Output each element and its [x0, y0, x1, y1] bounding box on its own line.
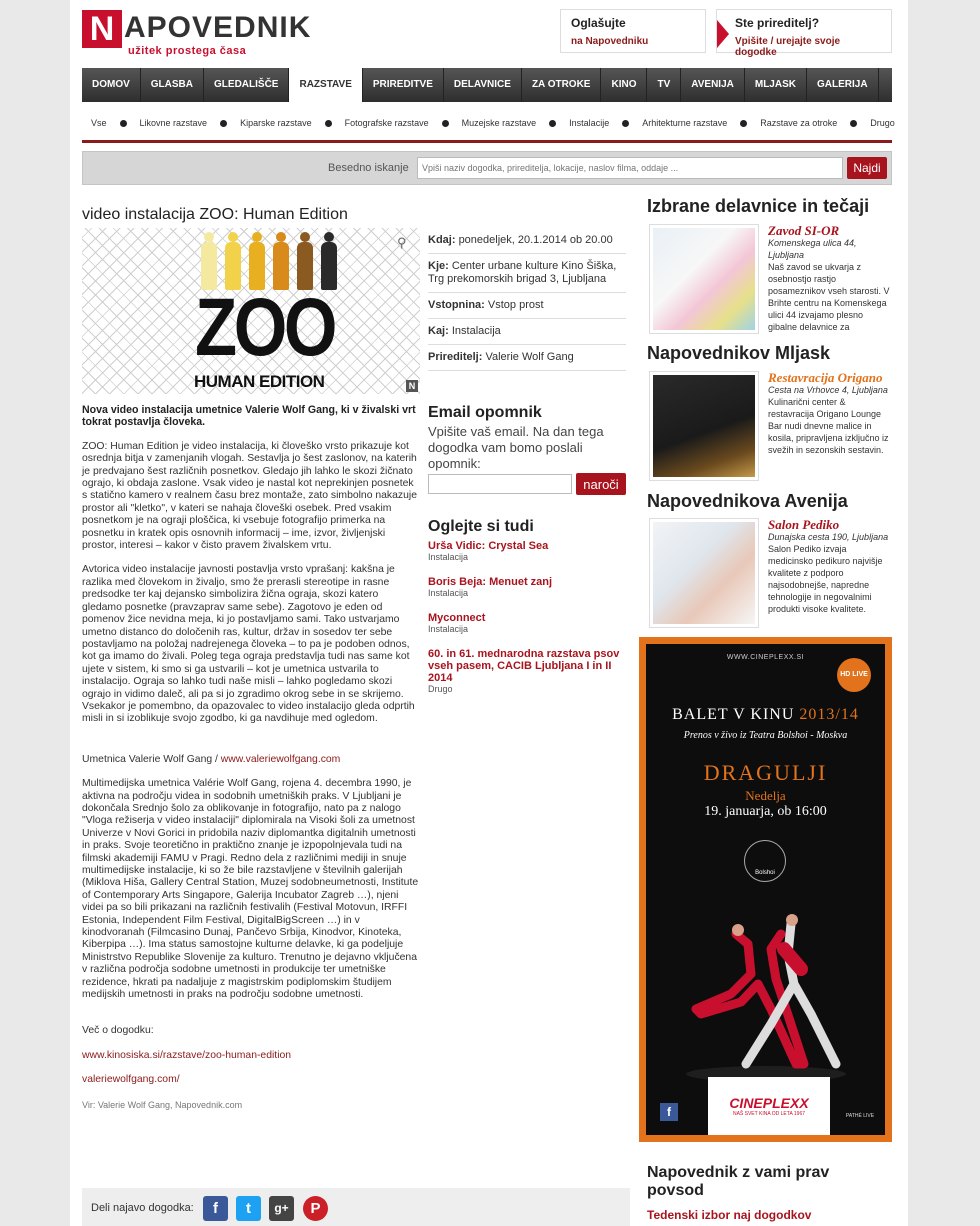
pinterest-icon[interactable]: P [303, 1196, 328, 1221]
nav-item-prireditve[interactable]: PRIREDITVE [363, 68, 444, 102]
section-title: Izbrane delavnice in tečaji [647, 196, 870, 216]
twitter-icon[interactable]: t [236, 1196, 261, 1221]
article-image[interactable] [82, 228, 420, 394]
item-title[interactable]: Boris Beja: Menuet zanj [428, 576, 553, 588]
card-text [768, 371, 892, 456]
artist-link[interactable]: www.valeriewolfgang.com [220, 753, 341, 765]
advertise-promo[interactable] [560, 9, 706, 53]
detail-organizer [428, 345, 626, 371]
email-input[interactable] [428, 474, 572, 494]
article-title: video instalacija ZOO: Human Edition [82, 206, 348, 223]
email-text: Vpišite vaš email. Na dan tega dogodka vam bomo poslali opomnik: [428, 424, 604, 471]
card-name[interactable]: Restavracija Origano [768, 370, 883, 385]
detail-label: Vstopnina: [428, 299, 485, 311]
list-item[interactable] [428, 576, 628, 598]
cineplexx-ad[interactable] [639, 637, 892, 1142]
detail-label: Kje: [428, 260, 449, 272]
artist-prefix: Umetnica Valerie Wolf Gang / [82, 753, 221, 765]
article-paragraph: Multimedijska umetnica Valérie Wolf Gang, rojena 4. decembra 1990, je aktivna na področju videa in sodobnih umetniških praks. V Ljubljani je dokončala Srednjo šolo za oblikovanje in fotografijo, nato pa z nalogo "Vloga režiserja v video instalaciji" diplomirala na Visoki šoli za umetnost Univerze v Novi Gorici in pridobila naziv diplomantka digitalnih umetnosti in praks. Svoje teoretično in praktično znanje je izpopolnjevala tudi na filmski akademiji FAMU v Pragi. Redno dela z različnimi mediji in snuje multimedijske instalacije, ki so že bile razstavljene v številnih galerijah (Miklova Hiša, Gallery Central Station, Muzej sodobneumetnosti, Institute of Contemporary Arts Singapore, Galerija Incubator Zagreb …), njeni videi pa so bili prikazani na različnih festivalih (Festival Motovun, IRFFI Estonia, Independent Film Festival, DigitalBigScreen …) in v kinodvoranah (Filmcasino Dunaj, Pančevo Srbija, Kinodvor, Kinoteka, Kiberpipa …). Ima status samostojne kulturne delavke, ki ga podeljuje Ministrstvo Republike Slovenije za kulturo. Trenutno je dejavno vključena v različna področja sodobne umetnosti in produkcije ter umetniške rezidence, hkrati pa nadaljuje z magistrskim podiplomskim študijem medijskih umetnosti in praks na področju sodobne umetnosti. [82, 778, 419, 1001]
detail-value: ponedeljek, 20.1.2014 ob 20.00 [458, 234, 613, 246]
salon-image[interactable] [649, 518, 759, 628]
ad-title-b: 2013/14 [799, 706, 859, 723]
detail-label: Prireditelj: [428, 351, 483, 363]
card-name[interactable]: Zavod SI-OR [768, 223, 840, 238]
featured-workshop[interactable] [647, 224, 892, 334]
subnav-item[interactable]: Fotografske razstave [344, 118, 429, 128]
card-address: Komenskega ulica 44, Ljubljana [768, 238, 857, 260]
bullet-icon [220, 120, 227, 127]
facebook-icon[interactable]: f [203, 1196, 228, 1221]
weekly-picks-link[interactable]: Tedenski izbor naj dogodkov [647, 1208, 812, 1222]
card-name[interactable]: Salon Pediko [768, 517, 840, 532]
bullet-icon [442, 120, 449, 127]
article-body [82, 404, 420, 1123]
see-also-title: Oglejte si tudi [428, 518, 534, 535]
bullet-icon [740, 120, 747, 127]
list-item[interactable] [428, 540, 628, 562]
search-bar [82, 151, 892, 185]
event-link[interactable]: www.kinosiska.si/razstave/zoo-human-edition [82, 1049, 292, 1061]
promo-link[interactable]: Vpišite / urejajte svoje dogodke [735, 36, 841, 58]
organizer-link[interactable]: Valerie Wolf Gang [485, 351, 574, 363]
article-paragraph: Avtorica video instalacije javnosti postavlja vrsto vprašanj: kakšna je razlika med človekom in živaljo, smo že prerasli stereotipe in rasne predsodke ter kaj dejansko simbolizira žična ograja, skozi katero gledamo posnetke (pravzaprav same sebe). Zagotovo je eden od pomenov žice nevidna meja, ki jo postavljamo sami. Tako ustvarjamo umetno distanco do določenih ras, kultur, držav in sosedov ter sebe postavljamo na položaj nadrejenega človeka – to pa je podoben odnos, kot ga imamo do živali. Poleg tega ograja predstavlja tudi nas same kot ujete v sistem, ki smo si ga ustvarili – kot je umetnica ustvarila to instalacijo. Ograja so lahko tudi naše misli – lahko pogledamo skozi ograjo in vidimo daleč, ali pa si jo zgradimo okrog sebe in se skrijemo. Vsekakor je pomembno, da opazovalec to video instalacijo gleda odprtih misli in si izoblikuje svojo zgodbo, ki ga navdihuje med ogledom. [82, 564, 415, 725]
section-title: Napovednik z vami prav povsod [647, 1164, 830, 1199]
ad-day: Nedelja [745, 788, 786, 803]
item-category: Instalacija [428, 552, 469, 562]
zoom-icon[interactable]: ⚲ [397, 235, 407, 250]
nav-item-gledalisce[interactable]: GLEDALIŠČE [204, 68, 289, 102]
bullet-icon [120, 120, 127, 127]
napovednik-badge-icon: N [406, 380, 418, 392]
workshop-image[interactable] [649, 224, 759, 334]
featured-avenue[interactable] [647, 518, 892, 628]
nav-item-za-otroke[interactable]: ZA OTROKE [522, 68, 602, 102]
bullet-icon [549, 120, 556, 127]
bullet-icon [622, 120, 629, 127]
article-lead: Nova video instalacija umetnice Valerie Wolf Gang, ki v živalski vrt tokrat postavlja človeka. [82, 404, 416, 429]
nav-item-domov[interactable]: DOMOV [82, 68, 141, 102]
logo-name: APOVEDNIK [124, 11, 312, 44]
nav-item-glasba[interactable]: GLASBA [141, 68, 204, 102]
search-label: Besedno iskanje [328, 162, 409, 174]
card-desc: Kulinarični center & restavracija Origano Lounge Bar nudi dnevne malice in kosila, pripravljena izključno iz svežih in sezonskih sestavin. [768, 397, 889, 455]
ad-subtitle: Prenos v živo iz Teatra Bolshoi - Moskva [683, 730, 848, 741]
detail-value: Vstop prost [487, 299, 544, 311]
promo-title: Oglašujte [571, 16, 626, 30]
email-title: Email opomnik [428, 404, 542, 421]
search-button[interactable]: Najdi [847, 157, 887, 179]
card-text [768, 224, 892, 333]
source-note: Vir: Valerie Wolf Gang, Napovednik.com [82, 1099, 243, 1110]
bullet-icon [325, 120, 332, 127]
detail-value: Center urbane kulture Kino Šiška, Trg prekomorskih brigad 3, Ljubljana [428, 260, 617, 285]
detail-when [428, 228, 626, 254]
subnav-item[interactable]: Muzejske razstave [461, 118, 537, 128]
subnav-item[interactable]: Razstave za otroke [760, 118, 838, 128]
card-address: Cesta na Vrhovce 4, Ljubljana [768, 385, 888, 395]
subnav-item[interactable]: Likovne razstave [139, 118, 208, 128]
detail-where [428, 254, 626, 293]
subnav-item[interactable]: Kiparske razstave [240, 118, 312, 128]
artist-line [82, 754, 420, 766]
artist-site-link[interactable]: valeriewolfgang.com/ [82, 1074, 180, 1086]
item-title[interactable]: Urša Vidic: Crystal Sea [428, 540, 549, 552]
see-also [428, 518, 628, 708]
card-text [768, 518, 892, 615]
promo-link[interactable]: na Napovedniku [571, 36, 649, 47]
promo-title: Ste prireditelj? [735, 16, 820, 30]
item-category: Instalacija [428, 624, 469, 634]
more-label: Več o dogodku: [82, 1025, 154, 1037]
page [70, 0, 908, 1226]
google-plus-icon[interactable]: g+ [269, 1196, 294, 1221]
subnav-item[interactable]: Vse [91, 118, 107, 128]
nav-item-kino[interactable]: KINO [601, 68, 647, 102]
nav-item-avenija[interactable]: AVENIJA [681, 68, 745, 102]
article-paragraph: ZOO: Human Edition je video instalacija, ki človeško vrsto prikazuje kot osrednja bitja v zamenjanih vlogah. Sestavlja jo šest zaslonov, na katerih je predvajano šest različnih posnetkov. Gledajo jih lahko le skozi žičnato ograjo, ki obdaja zaslone. Vsak video je nastal kot neprekinjen posnetek s statično kamero v realnem času brez montaže, zato simbolno nakazuje prostor ali "kletko", v kateri se nahaja človeški osebek. Pred vsakim posnetkom je na ograji ploščica, ki vsebuje fotografijo primerka na posnetku in kratek opis osnovnih informacij – ime, izvor, življenjski prostor, interesi – kakor v čisto pravem živalskem vrtu. [82, 440, 417, 552]
section-title: Napovednikova Avenija [647, 491, 848, 511]
nav-item-tv[interactable]: TV [647, 68, 681, 102]
site-logo[interactable] [82, 10, 312, 58]
arrow-icon [717, 20, 729, 48]
logo-letter: N [82, 10, 122, 48]
dancers-image [676, 914, 856, 1084]
image-title: ZOO [195, 282, 335, 373]
card-desc: Naš zavod se ukvarja z osebnostjo rastjo posameznikov vseh starosti. V Brihte centru na Komenskega ulici 44 izvajamo plesno gibalne delavnice za [768, 262, 890, 332]
detail-label: Kaj: [428, 325, 449, 337]
nav-item-razstave[interactable]: RAZSTAVE [289, 68, 362, 102]
list-item[interactable] [428, 612, 628, 634]
ad-show: DRAGULJI [703, 760, 828, 785]
bolshoi-logo: Bolshoi [744, 840, 786, 882]
list-item[interactable] [428, 648, 628, 694]
nav-item-mljask[interactable]: MLJASK [745, 68, 807, 102]
subscribe-button[interactable]: naroči [576, 473, 626, 495]
ad-title [646, 706, 885, 724]
divider [82, 140, 892, 143]
detail-value: Instalacija [451, 325, 501, 337]
section-title: Napovednikov Mljask [647, 343, 831, 363]
sub-nav [82, 110, 895, 136]
card-desc: Salon Pediko izvaja medicinsko pedikuro najvišje kvalitete z podporo najsodobnejše, napredne tehnologije in negovalnimi produkti visoke kvalitete. [768, 544, 883, 614]
nav-item-galerija[interactable]: GALERIJA [807, 68, 879, 102]
subnav-item[interactable]: Arhitekturne razstave [642, 118, 728, 128]
subnav-item[interactable]: Drugo [870, 118, 895, 128]
pathe-live-logo: PATHÉ LIVE [845, 1113, 875, 1119]
logo-tagline: užitek prostega časa [128, 45, 247, 57]
item-title[interactable]: 60. in 61. mednarodna razstava psov vseh pasem, CACIB Ljubljana I in II 2014 [428, 648, 620, 684]
featured-restaurant[interactable] [647, 371, 892, 481]
item-title[interactable]: Myconnect [428, 612, 486, 624]
detail-entry [428, 293, 626, 319]
share-label: Deli najavo dogodka: [91, 1202, 194, 1214]
email-reminder [428, 404, 628, 492]
bullet-icon [850, 120, 857, 127]
brand-tagline: NAŠ SVET KINA OD LETA 1967 [732, 1111, 806, 1117]
subnav-item[interactable]: Instalacije [569, 118, 610, 128]
nav-item-delavnice[interactable]: DELAVNICE [444, 68, 522, 102]
detail-label: Kdaj: [428, 234, 456, 246]
organizer-promo[interactable] [716, 9, 892, 58]
hd-live-badge: HD LIVE [837, 658, 871, 692]
item-category: Instalacija [428, 588, 469, 598]
main-nav [82, 68, 892, 102]
ad-url: WWW.CINEPLEXX.SI [726, 654, 805, 661]
cineplexx-logo [708, 1077, 830, 1135]
ad-date: 19. januarja, ob 16:00 [704, 804, 827, 819]
brand-name: CINEPLEXX [729, 1095, 809, 1111]
share-bar [82, 1188, 630, 1226]
image-subtitle: HUMAN EDITION [194, 372, 325, 391]
ad-inner [646, 644, 885, 1135]
detail-what [428, 319, 626, 345]
facebook-icon[interactable]: f [660, 1103, 678, 1121]
restaurant-image[interactable] [649, 371, 759, 481]
search-input[interactable] [417, 157, 843, 179]
ad-title-a: BALET V KINU [672, 706, 800, 723]
event-details [428, 228, 626, 371]
card-address: Dunajska cesta 190, Ljubljana [768, 532, 889, 542]
item-category: Drugo [428, 684, 453, 694]
